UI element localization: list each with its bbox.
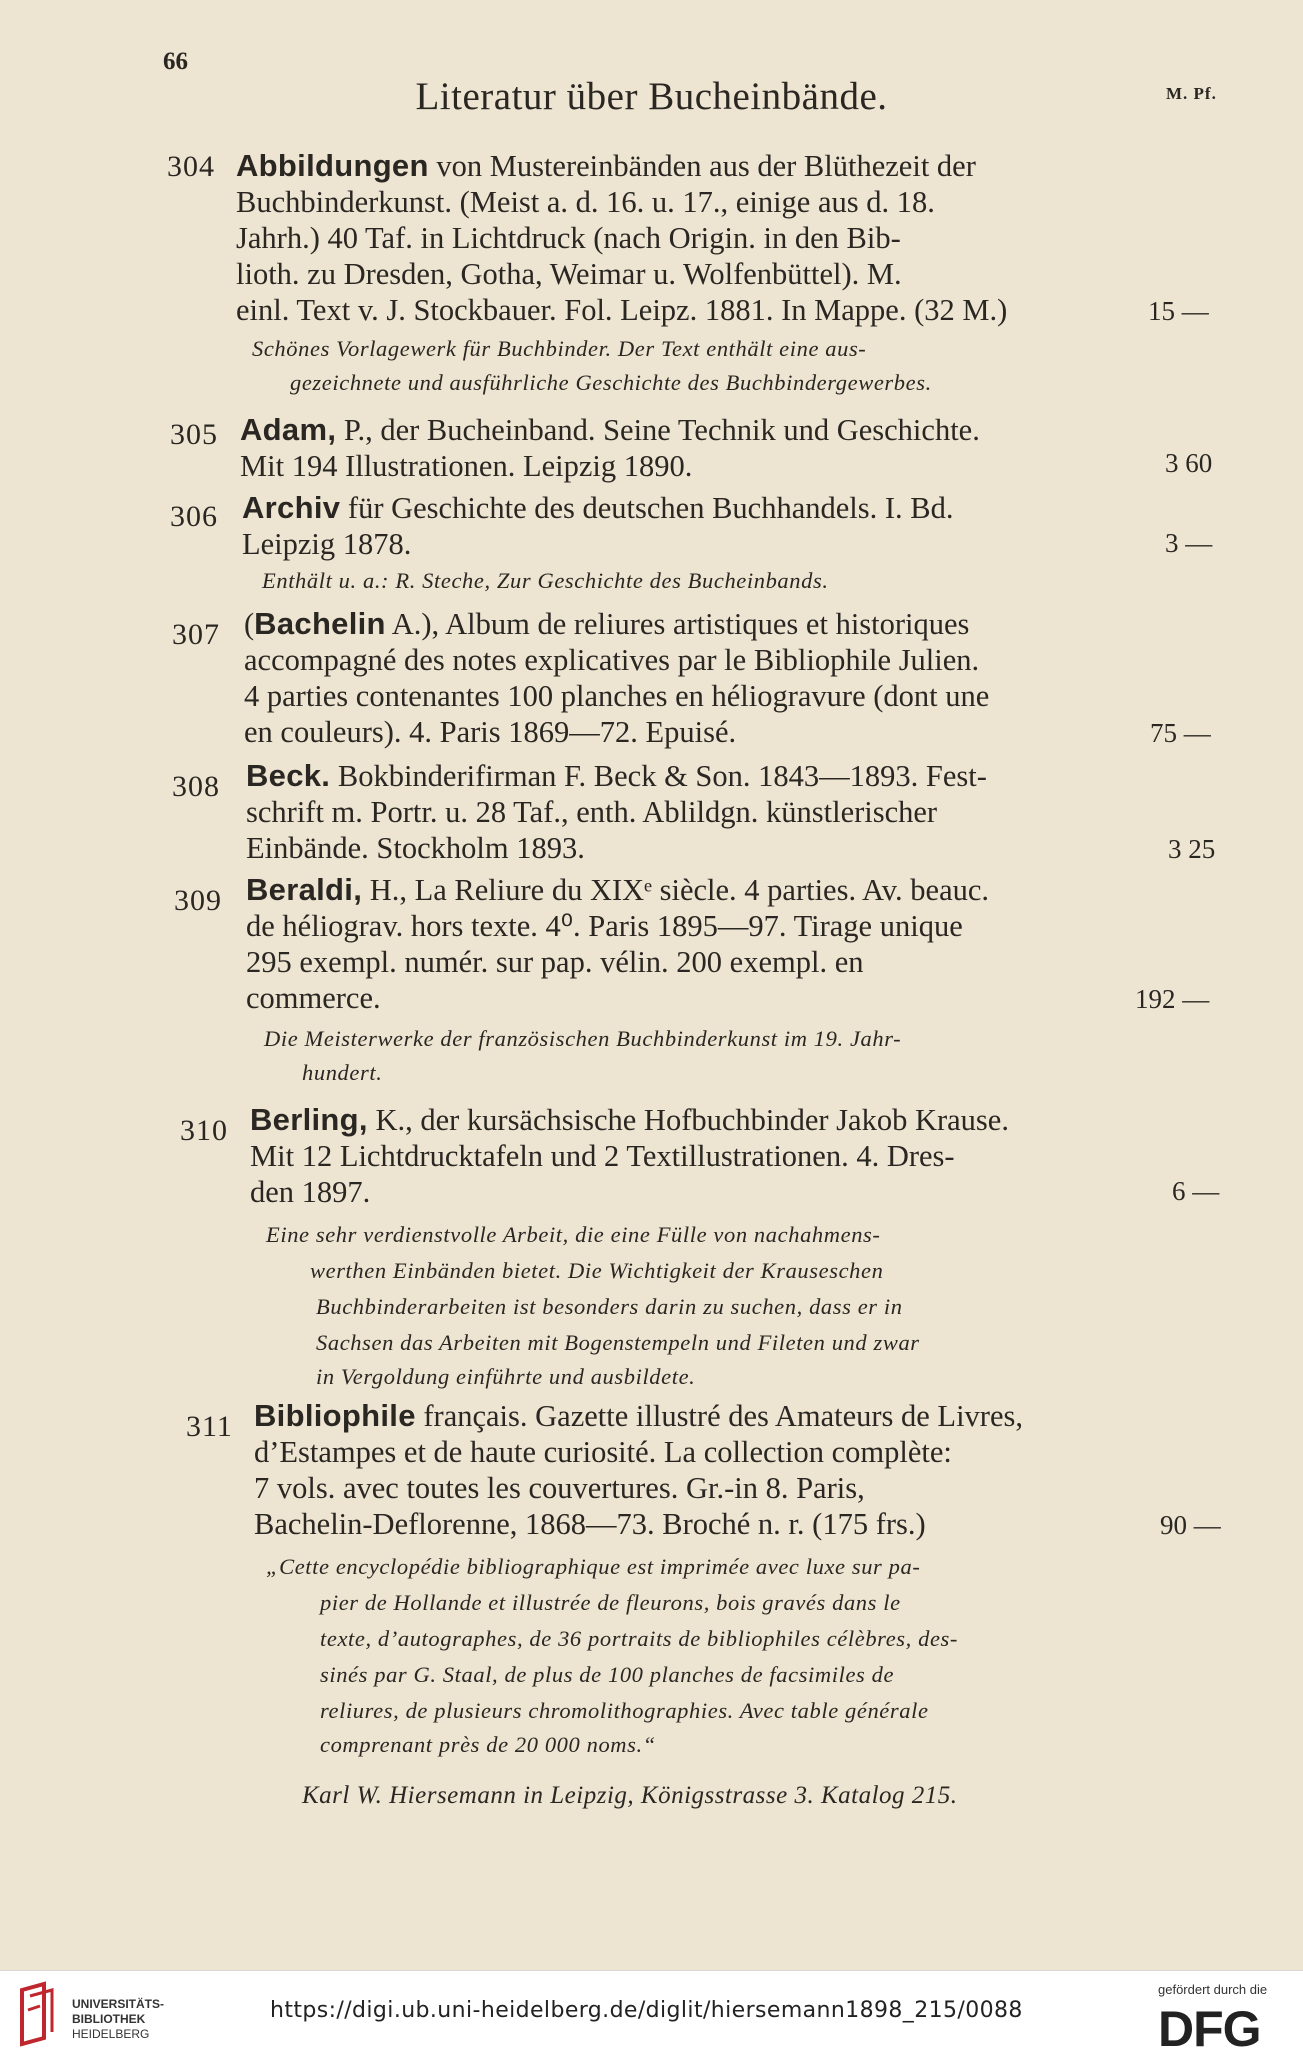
entry-price: 75 — (1150, 718, 1211, 748)
entry-line: Beck. Bokbinderifirman F. Beck & Son. 1843—1893. Fest- (246, 758, 987, 793)
entry-line: commerce. (246, 981, 381, 1015)
entry-line: lioth. zu Dresden, Gotha, Weimar u. Wolfenbüttel). M. (236, 257, 902, 291)
entry-line: schrift m. Portr. u. 28 Taf., enth. Ablildgn. künstlerischer (246, 795, 938, 829)
entry-line: Archiv für Geschichte des deutschen Buchhandels. I. Bd. (242, 490, 954, 525)
entry-note: Enthält u. a.: R. Steche, Zur Geschichte des Bucheinbands. (262, 568, 829, 593)
entry-line: Jahrh.) 40 Taf. in Lichtdruck (nach Origin. in den Bib- (236, 221, 901, 255)
entry-note: Eine sehr verdienstvolle Arbeit, die eine Fülle von nachahmens- (266, 1222, 881, 1247)
page-number: 66 (163, 48, 188, 75)
entry-line: accompagné des notes explicatives par le Bibliophile Julien. (244, 643, 980, 677)
entry-price: 3 25 (1168, 834, 1216, 864)
entry-line: den 1897. (250, 1175, 371, 1209)
entry-author: Bibliophile (254, 1398, 416, 1433)
entry-author: Adam, (240, 412, 337, 447)
entry-number: 305 (170, 418, 218, 451)
entry-line: Buchbinderkunst. (Meist a. d. 16. u. 17., einige aus d. 18. (236, 185, 935, 219)
entry-line: Einbände. Stockholm 1893. (246, 831, 585, 865)
entry-line: de héliograv. hors texte. 4⁰. Paris 1895—97. Tirage unique (246, 909, 963, 943)
document-url-link[interactable]: https://digi.ub.uni-heidelberg.de/diglit/hiersemann1898_215/0088 (270, 1998, 1023, 2023)
entry-number: 309 (174, 884, 222, 917)
entry-author: Archiv (242, 490, 341, 525)
entry-line: Adam, P., der Bucheinband. Seine Technik und Geschichte. (240, 412, 980, 447)
entry-line: 4 parties contenantes 100 planches en héliogravure (dont une (244, 679, 990, 713)
entry-note: werthen Einbänden bietet. Die Wichtigkeit der Krauseschen (310, 1258, 884, 1283)
entry-note: pier de Hollande et illustrée de fleurons, bois gravés dans le (320, 1590, 901, 1615)
entry-note: reliures, de plusieurs chromolithographies. Avec table générale (320, 1698, 929, 1723)
entry-price: 3 — (1165, 528, 1213, 558)
entry-price: 90 — (1160, 1510, 1221, 1540)
entry-line: 295 exempl. numér. sur pap. vélin. 200 exempl. en (246, 945, 864, 979)
entry-line: Mit 194 Illustrationen. Leipzig 1890. (240, 449, 693, 483)
entry-note: Die Meisterwerke der französischen Buchbinderkunst im 19. Jahr- (264, 1026, 902, 1051)
entry-note: sinés par G. Staal, de plus de 100 planches de facsimiles de (320, 1662, 895, 1687)
entry-price: 6 — (1172, 1176, 1220, 1206)
entry-line: en couleurs). 4. Paris 1869—72. Epuisé. (244, 715, 737, 749)
entry-note: „Cette encyclopédie bibliographique est imprimée avec luxe sur pa- (266, 1554, 921, 1579)
entry-author: Bachelin (254, 606, 386, 641)
library-name: UNIVERSITÄTS- BIBLIOTHEK HEIDELBERG (72, 1997, 165, 2041)
entry-line: Abbildungen von Mustereinbänden aus der Blüthezeit der (236, 148, 976, 183)
entry-line: Mit 12 Lichtdrucktafeln und 2 Textillustrationen. 4. Dres- (250, 1139, 955, 1173)
entry-number: 307 (172, 618, 220, 651)
entry-number: 311 (186, 1410, 233, 1443)
dfg-logo[interactable]: DFG (1158, 2001, 1261, 2057)
entry-author: Beraldi, (246, 872, 363, 907)
entry-author: Berling, (250, 1102, 368, 1137)
entry-number: 306 (170, 500, 218, 533)
entry-price: 15 — (1148, 296, 1209, 326)
entry-line: Bibliophile français. Gazette illustré des Amateurs de Livres, (254, 1398, 1023, 1433)
entry-note: gezeichnete und ausführliche Geschichte des Buchbindergewerbes. (290, 370, 932, 395)
entry-line: d’Estampes et de haute curiosité. La collection complète: (254, 1435, 952, 1469)
entry-note: texte, d’autographes, de 36 portraits de bibliophiles célèbres, des- (320, 1626, 958, 1651)
entry-line: 7 vols. avec toutes les couvertures. Gr.-in 8. Paris, (254, 1471, 865, 1505)
entry-number: 310 (180, 1114, 228, 1147)
funding-label: gefördert durch die (1158, 1982, 1268, 1997)
entry-note: in Vergoldung einführte und ausbildete. (316, 1364, 696, 1389)
entry-author: Abbildungen (236, 148, 429, 183)
entry-price: 192 — (1135, 984, 1210, 1014)
entry-number: 304 (167, 150, 215, 183)
page-title: Literatur über Bucheinbände. (415, 75, 888, 118)
entry-note: comprenant près de 20 000 noms.“ (320, 1732, 656, 1757)
entry-line: Berling, K., der kursächsische Hofbuchbinder Jakob Krause. (250, 1102, 1009, 1137)
catalog-footer: Karl W. Hiersemann in Leipzig, Königsstrasse 3. Katalog 215. (302, 1782, 958, 1809)
entry-line: Leipzig 1878. (242, 527, 412, 561)
entry-price: 3 60 (1165, 448, 1213, 478)
entry-note: hundert. (302, 1060, 383, 1085)
entry-line: einl. Text v. J. Stockbauer. Fol. Leipz. 1881. In Mappe. (32 M.) (236, 293, 1008, 327)
entry-line: Beraldi, H., La Reliure du XIXᵉ siècle. 4 parties. Av. beauc. (246, 872, 990, 907)
entry-note: Sachsen das Arbeiten mit Bogenstempeln und Fileten und zwar (316, 1330, 920, 1355)
university-library-logo-icon[interactable] (14, 1980, 64, 2050)
entry-line: (Bachelin A.), Album de reliures artistiques et historiques (244, 606, 970, 641)
currency-header: M. Pf. (1166, 84, 1217, 103)
entry-number: 308 (172, 770, 220, 803)
entry-line: Bachelin-Deflorenne, 1868—73. Broché n. r. (175 frs.) (254, 1507, 926, 1541)
entry-author: Beck. (246, 758, 331, 793)
entry-note: Buchbinderarbeiten ist besonders darin zu suchen, dass er in (316, 1294, 903, 1319)
entry-note: Schönes Vorlagewerk für Buchbinder. Der Text enthält eine aus- (252, 336, 867, 361)
